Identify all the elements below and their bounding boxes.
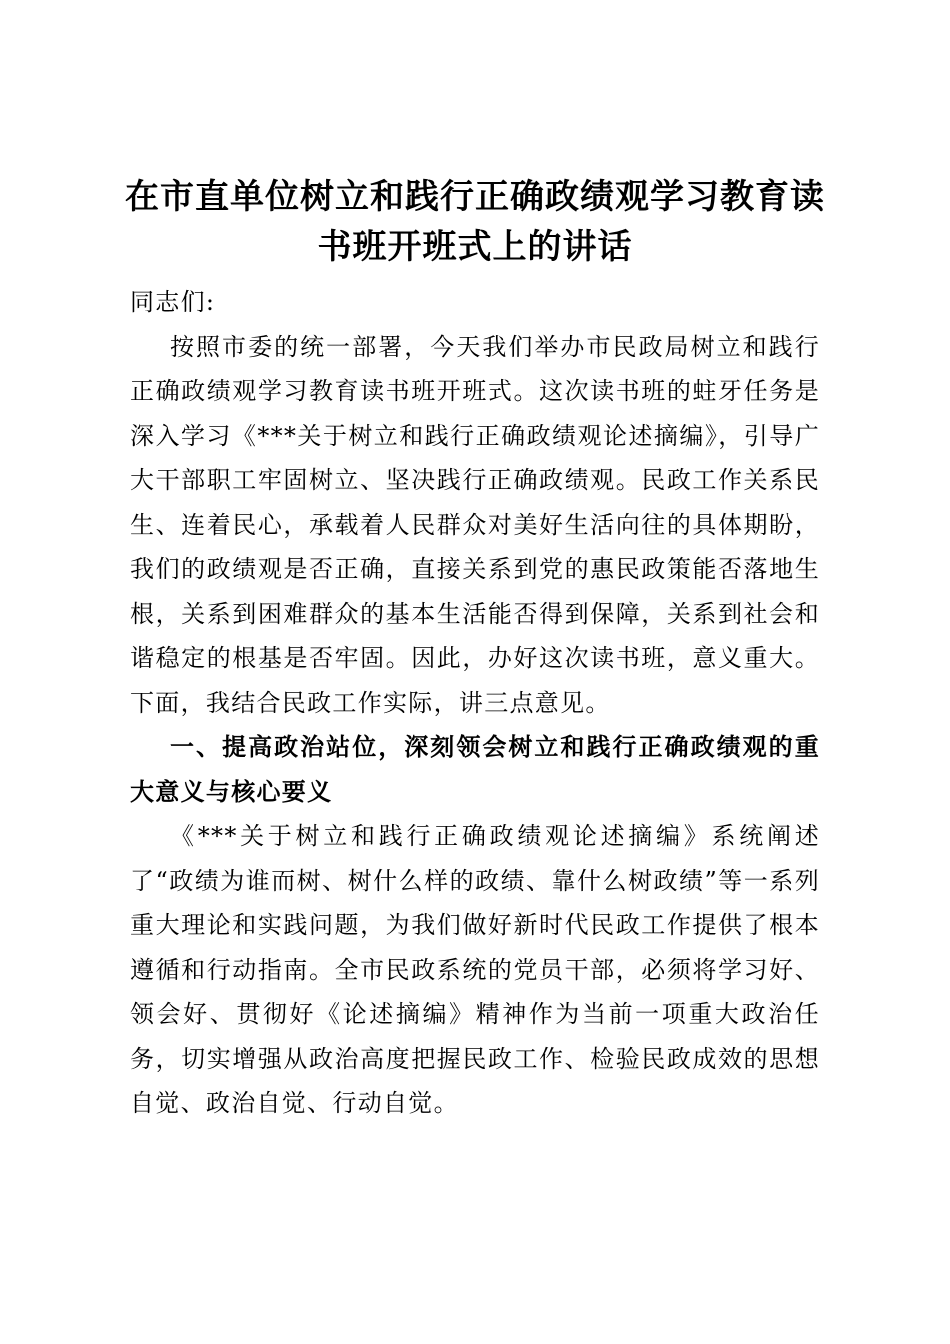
paragraph-intro: 按照市委的统一部署，今天我们举办市民政局树立和践行正确政绩观学习教育读书班开班式。这次读书班的蛀牙任务是深入学习《***关于树立和践行正确政绩观论述摘编》，引导广大干部职工牢固树立、坚决践行正确政绩观。民政工作关系民生、连着民心，承载着人民群众对美好生活向往的具体期盼，我们的政绩观是否正确，直接关系到党的惠民政策能否落地生根，关系到困难群众的基本生活能否得到保障，关系到社会和谐稳定的根基是否牢固。因此，办好这次读书班，意义重大。下面，我结合民政工作实际，讲三点意见。 (130, 332, 820, 717)
title-line-2: 书班开班式上的讲话 (317, 227, 633, 267)
title-line-1: 在市直单位树立和践行正确政绩观学习教育读 (125, 177, 825, 217)
salutation: 同志们: (130, 288, 216, 316)
paragraph-section-1: 《***关于树立和践行正确政绩观论述摘编》系统阐述了“政绩为谁而树、树什么样的政绩、靠什么树政绩”等一系列重大理论和实践问题，为我们做好新时代民政工作提供了根本遵循和行动指南。全市民政系统的党员干部，必须将学习好、领会好、贯彻好《论述摘编》精神作为当前一项重大政治任务，切实增强从政治高度把握民政工作、检验民政成效的思想自觉、政治自觉、行动自觉。 (130, 822, 820, 1117)
section-heading-1: 一、提高政治站位，深刻领会树立和践行正确政绩观的重大意义与核心要义 (130, 733, 820, 806)
document-body (130, 280, 820, 1126)
document-title (120, 172, 830, 272)
